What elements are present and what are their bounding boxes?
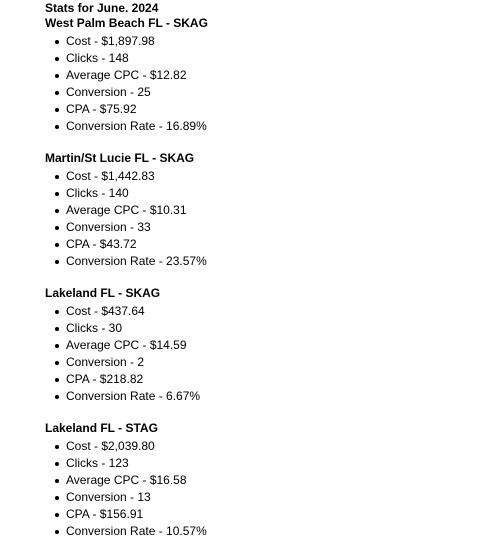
stat-text: Conversion - 13: [66, 490, 151, 504]
stat-conversion: [53, 489, 475, 506]
stat-clicks: [53, 185, 475, 202]
bullet-icon: [55, 361, 59, 365]
stats-list: [45, 168, 475, 270]
stat-text: CPA - $156.91: [66, 507, 144, 521]
stat-text: CPA - $43.72: [66, 237, 137, 251]
bullet-icon: [55, 209, 59, 213]
bullet-icon: [55, 108, 59, 112]
stat-text: Clicks - 140: [66, 186, 129, 200]
bullet-icon: [55, 310, 59, 314]
stat-clicks: [53, 50, 475, 67]
stat-cost: [53, 168, 475, 185]
bullet-icon: [55, 91, 59, 95]
section-west-palm-beach-skag: [45, 16, 475, 135]
stat-cost: [53, 438, 475, 455]
stat-conversion-rate: [53, 523, 475, 540]
stat-average-cpc: [53, 337, 475, 354]
stat-text: Conversion - 25: [66, 85, 151, 99]
stat-conversion: [53, 219, 475, 236]
stat-text: Cost - $1,897.98: [66, 34, 155, 48]
section-title: Lakeland FL - STAG: [45, 421, 158, 435]
section-martin-st-lucie-skag: [45, 151, 475, 270]
bullet-icon: [55, 260, 59, 264]
stat-cpa: [53, 236, 475, 253]
bullet-icon: [55, 57, 59, 61]
bullet-icon: [55, 378, 59, 382]
bullet-icon: [55, 40, 59, 44]
section-lakeland-skag: [45, 286, 475, 405]
stat-text: Conversion - 2: [66, 355, 145, 369]
stat-average-cpc: [53, 202, 475, 219]
stat-cpa: [53, 371, 475, 388]
stat-text: Conversion Rate - 10.57%: [66, 524, 207, 538]
bullet-icon: [55, 192, 59, 196]
stat-cpa: [53, 101, 475, 118]
stat-cost: [53, 33, 475, 50]
stat-text: Average CPC - $16.58: [66, 473, 187, 487]
stat-text: Conversion Rate - 23.57%: [66, 254, 207, 268]
stats-list: [45, 33, 475, 135]
stat-conversion-rate: [53, 388, 475, 405]
bullet-icon: [55, 125, 59, 129]
bullet-icon: [55, 175, 59, 179]
bullet-icon: [55, 530, 59, 534]
stat-average-cpc: [53, 67, 475, 84]
bullet-icon: [55, 395, 59, 399]
stat-cpa: [53, 506, 475, 523]
stat-conversion-rate: [53, 118, 475, 135]
stat-clicks: [53, 455, 475, 472]
bullet-icon: [55, 226, 59, 230]
bullet-icon: [55, 344, 59, 348]
stat-text: Average CPC - $10.31: [66, 203, 187, 217]
stat-text: Conversion - 33: [66, 220, 151, 234]
bullet-icon: [55, 327, 59, 331]
stats-document: [45, 0, 475, 540]
section-title: Lakeland FL - SKAG: [45, 286, 161, 300]
stats-list: [45, 438, 475, 540]
stat-text: Clicks - 30: [66, 321, 123, 335]
stat-text: Cost - $2,039.80: [66, 439, 155, 453]
stat-average-cpc: [53, 472, 475, 489]
stat-text: Conversion Rate - 6.67%: [66, 389, 201, 403]
stat-text: CPA - $75.92: [66, 102, 137, 116]
section-title: Martin/St Lucie FL - SKAG: [45, 151, 195, 165]
section-lakeland-stag: [45, 421, 475, 540]
bullet-icon: [55, 462, 59, 466]
stat-text: Cost - $1,442.83: [66, 169, 155, 183]
stat-conversion: [53, 84, 475, 101]
stat-text: Average CPC - $12.82: [66, 68, 187, 82]
stat-text: Cost - $437.64: [66, 304, 145, 318]
stat-text: Conversion Rate - 16.89%: [66, 119, 207, 133]
stat-clicks: [53, 320, 475, 337]
stat-conversion-rate: [53, 253, 475, 270]
bullet-icon: [55, 445, 59, 449]
stat-text: Clicks - 123: [66, 456, 129, 470]
bullet-icon: [55, 513, 59, 517]
stat-conversion: [53, 354, 475, 371]
stats-list: [45, 303, 475, 405]
stat-text: Average CPC - $14.59: [66, 338, 187, 352]
stat-text: CPA - $218.82: [66, 372, 144, 386]
bullet-icon: [55, 496, 59, 500]
bullet-icon: [55, 243, 59, 247]
page-title: Stats for June. 2024: [45, 1, 159, 15]
stat-text: Clicks - 148: [66, 51, 129, 65]
bullet-icon: [55, 74, 59, 78]
bullet-icon: [55, 479, 59, 483]
stat-cost: [53, 303, 475, 320]
section-title: West Palm Beach FL - SKAG: [45, 16, 208, 30]
